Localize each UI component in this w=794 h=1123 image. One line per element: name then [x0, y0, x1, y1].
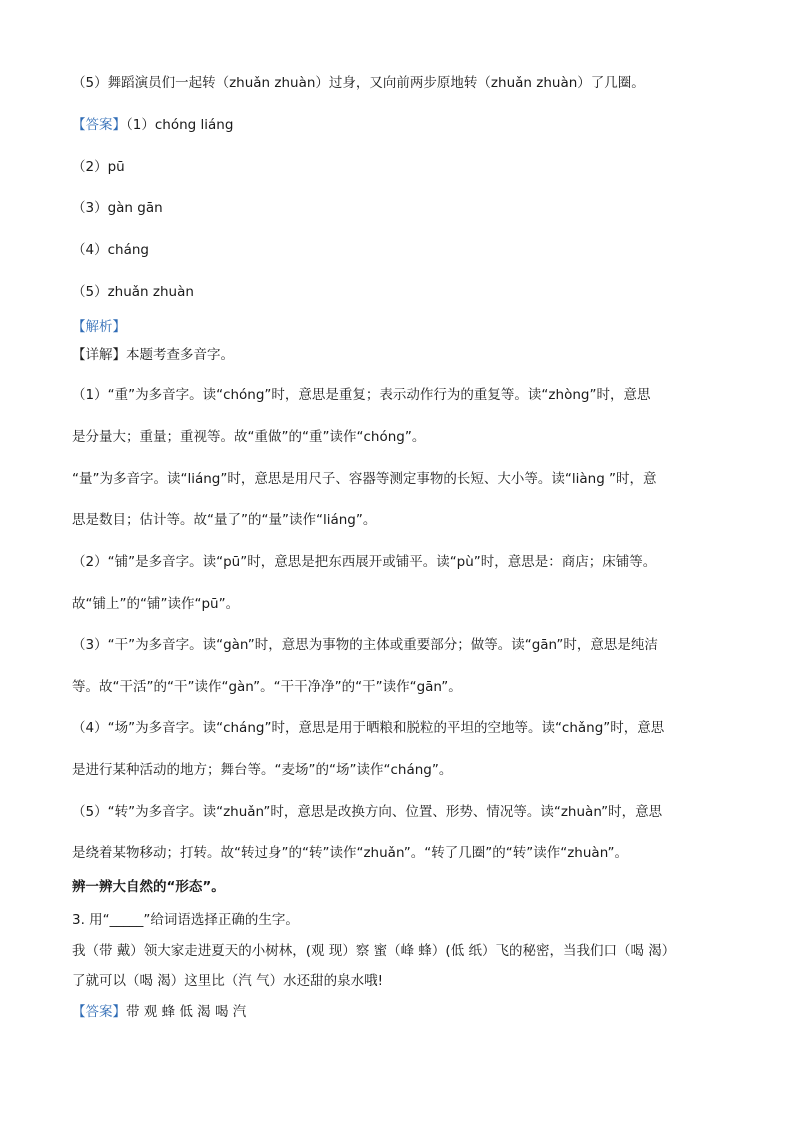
analysis-p5-line1: （4）“场”为多音字。读“cháng”时，意思是用于晒粮和脱粒的平坦的空地等。读“chǎng”时，意思 [72, 720, 665, 736]
analysis-p4-line1: （3）“干”为多音字。读“gàn”时，意思为事物的主体或重要部分；做等。读“gān”时，意思是纯洁 [72, 637, 658, 653]
analysis-detail: 【详解】本题考查多音字。 [72, 347, 234, 363]
answer-line-1 [72, 116, 233, 134]
section-heading: 辨一辨大自然的“形态”。 [72, 879, 225, 895]
question-3-answer-line [72, 1003, 246, 1021]
analysis-p3-line2: 故“铺上”的“铺”读作“pū”。 [72, 596, 240, 612]
question-item-5: （5）舞蹈演员们一起转（zhuǎn zhuàn）过身，又向前两步原地转（zhuǎn zhuàn）了几圈。 [72, 75, 645, 91]
answer-3: （3）gàn gān [72, 200, 163, 216]
question-3-line-1: 我（带 戴）领大家走进夏天的小树林，(观 现）察 蜜（峰 蜂）(低 纸）飞的秘密，当我们口（喝 渴） [72, 943, 676, 959]
question-3-prompt: 3. 用“_____”给词语选择正确的生字。 [72, 912, 299, 928]
answer-5: （5）zhuǎn zhuàn [72, 284, 194, 300]
analysis-p3-line1: （2）“铺”是多音字。读“pū”时，意思是把东西展开或铺平。读“pù”时，意思是：商店；床铺等。 [72, 554, 657, 570]
answer-2: （2）pū [72, 159, 125, 175]
analysis-p2-line2: 思是数目；估计等。故“量了”的“量”读作“liáng”。 [72, 512, 377, 528]
analysis-p1-line1: （1）“重”为多音字。读“chóng”时，意思是重复；表示动作行为的重复等。读“zhòng”时，意思 [72, 387, 651, 403]
analysis-p2-line1: “量”为多音字。读“liáng”时，意思是用尺子、容器等测定事物的长短、大小等。读“liàng ”时，意 [72, 471, 657, 487]
answer-4: （4）cháng [72, 242, 149, 258]
analysis-p1-line2: 是分量大；重量；重视等。故“重做”的“重”读作“chóng”。 [72, 429, 426, 445]
answer-1: （1）chóng liáng [126, 117, 234, 133]
analysis-tag: 【解析】 [72, 319, 126, 335]
answer-tag: 【答案】 [72, 117, 126, 133]
analysis-p4-line2: 等。故“干活”的“干”读作“gàn”。“干干净净”的“干”读作“gān”。 [72, 679, 462, 695]
question-3-answer: 带 观 蜂 低 渴 喝 汽 [126, 1004, 247, 1020]
analysis-p5-line2: 是进行某种活动的地方；舞台等。“麦场”的“场”读作“cháng”。 [72, 762, 453, 778]
analysis-p6-line1: （5）“转”为多音字。读“zhuǎn”时，意思是改换方向、位置、形势、情况等。读“zhuàn”时，意思 [72, 804, 663, 820]
answer-tag: 【答案】 [72, 1004, 126, 1020]
question-3-line-2: 了就可以（喝 渴）这里比（汽 气）水还甜的泉水哦! [72, 973, 383, 989]
analysis-p6-line2: 是绕着某物移动；打转。故“转过身”的“转”读作“zhuǎn”。“转了几圈”的“转”读作“zhuàn”。 [72, 845, 629, 861]
